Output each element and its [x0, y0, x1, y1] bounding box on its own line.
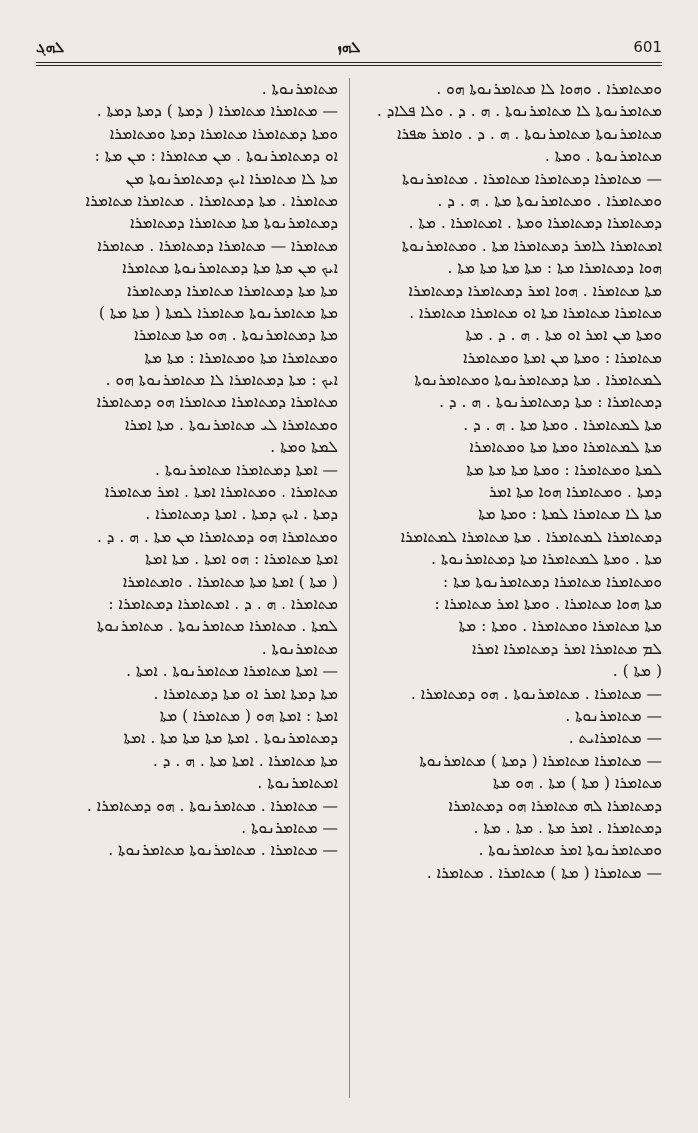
text-line: ܕܡܬܐ . ܘܡܬܐܡܪܐ ܗܘܐ ܡܬܐ ܐܡܪ [488, 483, 662, 502]
text-line: — ܐܡܬܐ ܡܬܐܡܪܐ ܡܬܐܡܪܢܘܬܐ . ܐܡܬܐ . [126, 662, 338, 681]
running-head [36, 38, 662, 60]
page-number: 601 [633, 38, 662, 56]
text-line: ܘܡܬܐܡܪܐ ܗܘ ܕܡܬܐܡܪܐ ܡܢ ܡܬܐ . ܗ . ܕ . [96, 527, 338, 546]
running-head-left: ܠܗܓ [36, 38, 65, 56]
text-line: ܘܡܬܐܡܪܐ . ܘܡܬܐܡܪܢܘܬܐ ܡܬܐ . ܗ . ܕ . [437, 191, 662, 210]
text-line: ܘܡܬܐܡܪܐ ܠܝ ܡܬܐܡܪܢܘܬܐ . ܡܬܐ ܐܡܪܐ [124, 415, 338, 434]
text-line: — ܡܬܐܡܪܐ ܡܬܐܡܪܐ ( ܕܡܬܐ ) ܡܬܐܡܪܢܘܬܐ [419, 751, 662, 770]
text-line: ܡܬܐ ܡܬܐܡܪܢܘܬܐ ܡܬܐܡܪܐ ܠܡܬܐ ( ܡܬܐ ܡܬܐ ) [98, 303, 338, 322]
text-line: ܡܬܐܡܪܢܘܬܐ . [261, 80, 338, 98]
text-line: ܡܬܐܡܪܐ ܡܬܐܡܪܐ ܡܬܐ ܐܘ ܡܬܐܡܪܐ ܡܬܐܡܪܐ . [409, 303, 662, 322]
text-line: — ܡܬܐܡܪܢܘܬܐ . [565, 706, 662, 725]
text-line: ܠܡܬܐ . ܡܬܐܡܪܐ ܡܬܐܡܪܢܘܬܐ . ܡܬܐܡܪܢܘܬܐ [96, 617, 338, 636]
text-line: ܠܡܬܐ ܘܡܬܐ . [270, 438, 338, 457]
text-line: — ܡܬܐܡܪܐܝܬ . [568, 729, 662, 748]
text-line: ܕܡܬܐ . ܐܝܟ ܕܡܬܐ . ܐܡܬܐ ܕܡܬܐܡܪܐ . [145, 505, 338, 524]
text-line: ܡܬܐܡܪܐ . ܡܬܐ ܕܡܬܐܡܪܐ . ܡܬܐܡܪܐ ܡܬܐܡܪܐ [85, 191, 338, 210]
text-line: ܡܬܐ ܕܡܬܐ ܐܡܪ ܐܘ ܡܬܐ ܕܡܬܐܡܪܐ . [153, 684, 338, 703]
text-line: ( ܡܬܐ ) ܐܡܬܐ ܡܬܐ ܡܬܐܡܪܐ . ܘܐܡܬܐܡܪܐ [122, 572, 338, 591]
text-line: ܡܬܐܡܪܢܘܬܐ . [261, 639, 338, 658]
text-line: ܡܬܐ . ܘܡܬܐ ܠܡܬܐܡܪܐ ܡܬܐ ܕܡܬܐܡܪܢܘܬܐ . [431, 550, 662, 569]
text-line: — ܐܡܬܐ ܕܡܬܐܡܪܐ ܡܬܐܡܪܢܘܬܐ . [155, 460, 338, 479]
text-line: ܘܡܬܐܡܪܢܘܬܐ ܐܡܪ ܡܬܐܡܪܢܘܬܐ . [478, 841, 662, 860]
text-line: ܡܬܐܡܪܢܘܬܐ ܠܐ ܡܬܐܡܪܢܘܬܐ . ܗ . ܕ . ܘܠܐ ܦܠܐܕ . [376, 102, 662, 121]
text-line: ܘܡܬܐܡܪܐ ܡܬܐ ܘܡܬܐܡܪܐ : ܡܬܐ ܡܬܐ [144, 348, 338, 367]
text-line: — ܡܬܐܡܪܐ ܕܡܬܐܡܪܐ ܡܬܐܡܪܐ . ܡܬܐܡܪܢܘܬܐ [401, 169, 662, 188]
text-line: ܠܡ ܡܬܐܡܪܐ ܐܡܪ ܕܡܬܐܡܪܐ ܐܡܪܐ [472, 639, 662, 658]
text-line: ܕܡܬܐܡܪܢܘܬܐ ܡܬܐ ܡܬܐܡܪܐ ܕܡܬܐܡܪܐ [130, 214, 338, 233]
text-line: ܡܬܐ ܡܬܐ ܕܡܬܐܡܪܐ ܡܬܐܡܪܐ ܕܡܬܐܡܪܐ [127, 281, 338, 300]
text-line: ܕܡܬܐܡܪܐ ܕܡܬܐܡܪܐ ܘܡܬܐ . ܐܡܬܐܡܪܐ . ܡܬܐ . [408, 214, 662, 233]
text-line: ܐܝܟ : ܡܬܐ ܕܡܬܐܡܪܐ ܠܐ ܡܬܐܡܪܢܘܬܐ ܗܘ . [105, 371, 338, 390]
text-line: ܠܡܬܐܡܪܐ . ܡܬܐ ܕܡܬܐܡܪܢܘܬܐ ܘܡܬܐܡܪܢܘܬܐ [414, 371, 662, 390]
text-line: ܡܬܐܡܪܢܘܬܐ ܡܬܐܡܪܢܘܬܐ . ܗ . ܕ . ܘܐܡܪ ܣܦܪܐ [397, 124, 662, 143]
text-line: ܘܡܬܐ ܡܢ ܐܡܪ ܐܘ ܡܬܐ . ܗ . ܕ . ܡܬܐ [465, 326, 662, 345]
text-line: ܡܬܐ ܠܐ ܡܬܐܡܪܐ ܠܡܬܐ : ܘܡܬܐ ܡܬܐ [478, 505, 662, 524]
text-line: ܡܬܐ ܠܐ ܡܬܐܡܪܐ ܐܝܟ ܕܡܬܐܡܪܢܘܬܐ ܡܢ [125, 169, 338, 188]
text-line: ܡܬܐܡܪܐ . ܗ . ܕ . ܐܡܬܐܡܪܐ ܕܡܬܐܡܪܐ : [108, 594, 338, 613]
text-line: ܡܬܐ ܡܬܐܡܪܐ ܘܡܬܐܡܪܐ . ܘܡܬܐ : ܡܬܐ [458, 617, 662, 636]
text-line: ܕܡܬܐܡܪܐ ܠܡܬܐܡܪܐ . ܡܬܐ ܡܬܐܡܪܐ ܠܡܬܐܡܪܐ [400, 527, 662, 546]
text-line: ( ܡܬܐ ) . [612, 662, 662, 681]
text-line: ܡܬܐ ܠܡܬܐܡܪܐ ܘܡܬܐ ܡܬܐ ܘܡܬܐܡܪܐ [469, 438, 662, 457]
text-line: ܐܘ ܕܡܬܐܡܪܢܘܬܐ . ܡܢ ܡܬܐܡܪܐ : ܡܢ ܡܬܐ : [94, 147, 338, 166]
text-line: — ܡܬܐܡܪܐ . ܡܬܐܡܪܢܘܬܐ ܡܬܐܡܪܢܘܬܐ . [108, 841, 338, 860]
text-line: ܗܘܐ ܕܡܬܐܡܪܐ ܡܬܐ : ܡܬܐ ܡܬܐ ܡܬܐ ܡܬܐ . [447, 259, 662, 278]
text-line: ܕܡܬܐܡܪܐ . ܐܡܪ ܡܬܐ . ܡܬܐ . ܡܬܐ . [473, 818, 662, 837]
text-line: ܡܬܐܡܪܐ ( ܡܬܐ ) ܡܬܐ . ܗܘ ܡܬܐ [492, 774, 662, 793]
text-line: ܐܡܬܐܡܪܢܘܬܐ . [257, 774, 338, 793]
text-line: ܐܡܬܐ ܡܬܐܡܪܐ : ܗܘ ܐܡܬܐ . ܡܬܐ ܐܡܬܐ [145, 550, 338, 569]
text-line: — ܡܬܐܡܪܐ . ܡܬܐܡܪܢܘܬܐ . ܗܘ ܕܡܬܐܡܪܐ . [410, 684, 662, 703]
column-divider [349, 78, 350, 1098]
text-line: ܡܬܐܡܪܐ — ܡܬܐܡܪܐ ܕܡܬܐܡܪܐ . ܡܬܐܡܪܐ [97, 236, 338, 255]
text-line: ܐܝܟ ܡܢ ܡܬܐ ܡܬܐ ܕܡܬܐܡܪܢܘܬܐ ܡܬܐܡܪܐ [122, 259, 338, 278]
text-line: ܡܬܐ ܡܬܐܡܪܐ . ܗܘܐ ܐܡܪ ܕܡܬܐܡܪܐ ܕܡܬܐܡܪܐ [408, 281, 662, 300]
text-line: ܘܡܬܐܡܪܐ . ܘܗܘܐ ܠܐ ܡܬܐܡܪܢܘܬܐ ܗܘ . [436, 80, 662, 98]
text-line: ܕܡܬܐܡܪܢܘܬܐ . ܐܡܬܐ ܡܬܐ ܡܬܐ ܡܬܐ . ܐܡܬܐ [123, 729, 338, 748]
header-rule [36, 62, 662, 63]
text-line: ܡܬܐܡܪܐ . ܘܡܬܐܡܪܐ ܐܡܬܐ . ܐܡܪ ܡܬܐܡܪܐ [104, 483, 338, 502]
text-line: ܡܬܐ ܗܘܐ ܡܬܐܡܪܐ . ܘܡܬܐ ܐܡܪ ܡܬܐܡܪܐ : [434, 594, 662, 613]
right-column [360, 78, 662, 1108]
text-line: ܡܬܐܡܪܐ : ܘܡܬܐ ܡܢ ܐܡܬܐ ܘܡܬܐܡܪܐ [463, 348, 662, 367]
text-line: — ܡܬܐܡܪܐ ܡܬܐܡܪܐ ( ܕܡܬܐ ) ܕܡܬܐ ܕܡܬܐ . [96, 102, 338, 121]
text-line: ܐܡܬܐܡܪܐ ܠܐܡܪ ܕܡܬܐܡܪܐ ܡܬܐ . ܘܡܬܐܡܪܢܘܬܐ [401, 236, 662, 255]
text-line: — ܡܬܐܡܪܐ . ܡܬܐܡܪܢܘܬܐ . ܗܘ ܕܡܬܐܡܪܐ . [86, 796, 338, 815]
text-line: ܐܡܬܐ : ܐܡܬܐ ܗܘ ( ܡܬܐܡܪܐ ) ܡܬܐ [159, 706, 338, 725]
text-line: ܕܡܬܐܡܪܐ ܠܗ ܡܬܐܡܪܐ ܗܘ ܕܡܬܐܡܪܐ [448, 796, 662, 815]
left-column [36, 78, 338, 1108]
text-line: — ܡܬܐܡܪܐ ( ܡܬܐ ) ܡܬܐܡܪܐ . ܡܬܐܡܪܐ . [426, 863, 662, 882]
running-head-center: ܠܗܙ [337, 38, 361, 56]
text-line: ܘܡܬܐ ܕܡܬܐܡܪܐ ܡܬܐܡܪܐ ܕܡܬܐ ܘܡܬܐܡܪܐ [109, 124, 338, 143]
text-line: — ܡܬܐܡܪܢܘܬܐ . [241, 818, 338, 837]
text-line: ܡܬܐ ܡܬܐܡܪܐ . ܐܡܬܐ ܡܬܐ . ܗ . ܕ . [152, 751, 338, 770]
header-rule-thin [36, 65, 662, 66]
text-line: ܡܬܐ ܕܡܬܐܡܪܢܘܬܐ . ܗܘ ܡܬܐ ܡܬܐܡܪܐ [134, 326, 338, 345]
text-line: ܕܡܬܐܡܪܐ : ܡܬܐ ܕܡܬܐܡܪܢܘܬܐ . ܗ . ܕ . [439, 393, 662, 412]
text-line: ܘܡܬܐܡܪܐ ܡܬܐܡܪܐ ܕܡܬܐܡܪܢܘܬܐ ܡܬܐ : [442, 572, 662, 591]
text-line: ܡܬܐ ܠܡܬܐܡܪܐ . ܘܡܬܐ ܡܬܐ . ܗ . ܕ . [463, 415, 662, 434]
text-line: ܡܬܐܡܪܢܘܬܐ . ܘܡܬܐ . [544, 147, 662, 166]
text-line: ܠܡܬܐ ܘܡܬܐܡܪܐ : ܘܡܬܐ ܡܬܐ ܡܬܐ ܡܬܐ [466, 460, 662, 479]
text-line: ܡܬܐܡܪܐ ܕܡܬܐܡܪܐ ܡܬܐܡܪܐ ܗܘ ܕܡܬܐܡܪܐ [96, 393, 338, 412]
